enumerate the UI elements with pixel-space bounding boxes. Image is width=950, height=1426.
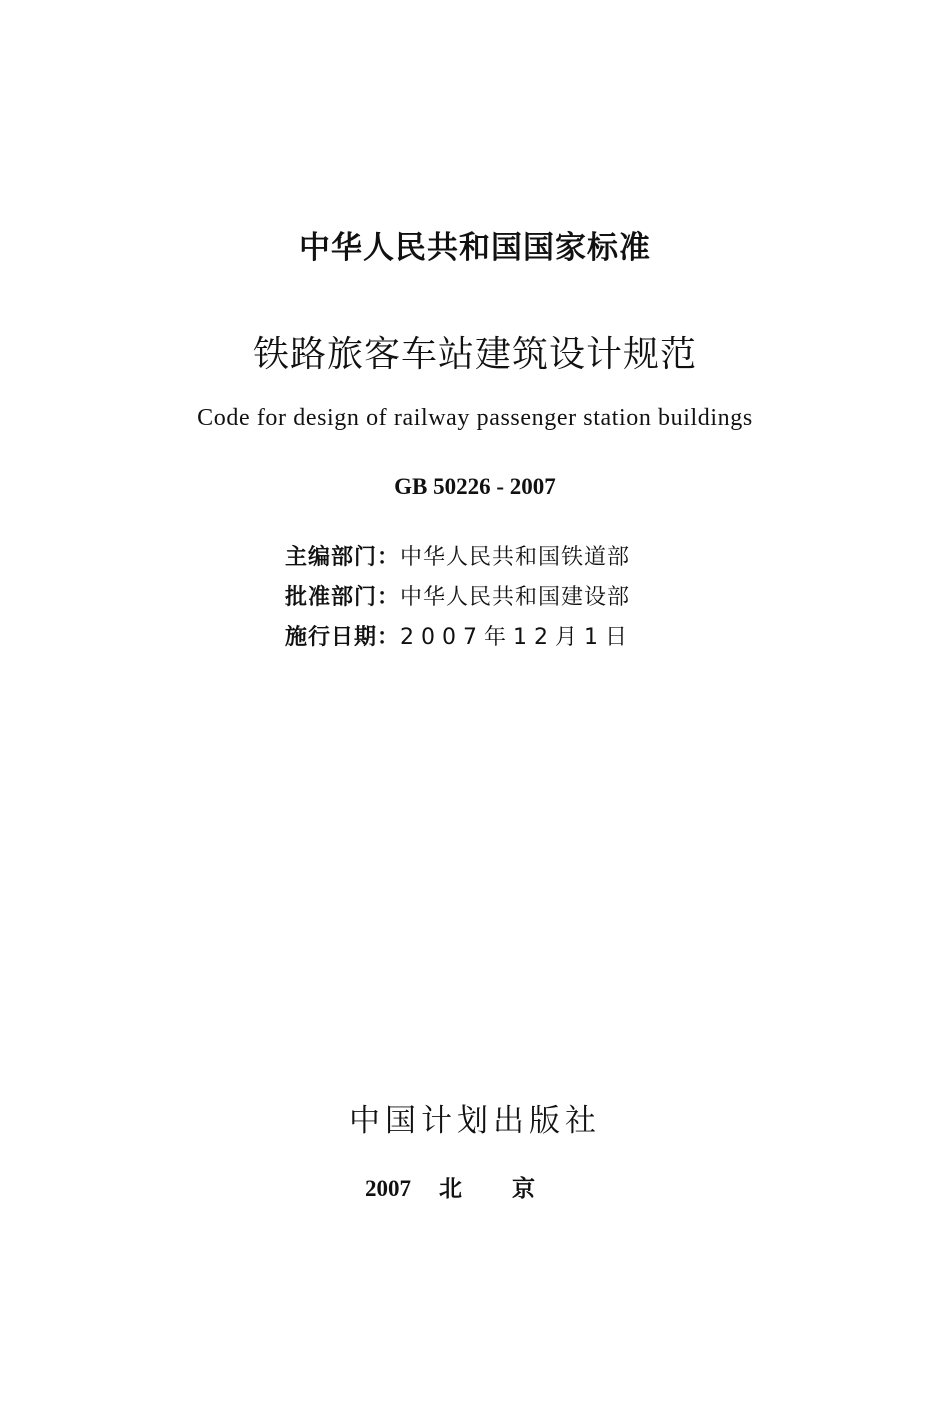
chief-dept-label: 主编部门： — [285, 545, 401, 570]
standard-type: 中华人民共和国国家标准 — [299, 230, 651, 266]
title-chinese: 铁路旅客车站建筑设计规范 — [252, 334, 697, 375]
chief-editing-department — [285, 540, 705, 571]
effective-date-value: 2007年12月1日 — [400, 625, 634, 650]
imprint — [0, 1170, 950, 1203]
effective-date — [285, 620, 705, 651]
effective-date-label: 施行日期： — [285, 625, 401, 650]
chief-dept-value: 中华人民共和国铁道部 — [400, 545, 631, 570]
standard-number: GB 50226 - 2007 — [394, 474, 556, 499]
approval-dept-value: 中华人民共和国建设部 — [400, 585, 631, 610]
title-english: Code for design of railway passenger station buildings — [197, 405, 753, 431]
approval-department — [285, 580, 705, 611]
imprint-year: 2007 — [365, 1176, 411, 1201]
imprint-city: 北京 — [439, 1176, 585, 1202]
approval-dept-label: 批准部门： — [285, 585, 401, 610]
publisher: 中国计划出版社 — [349, 1103, 601, 1139]
